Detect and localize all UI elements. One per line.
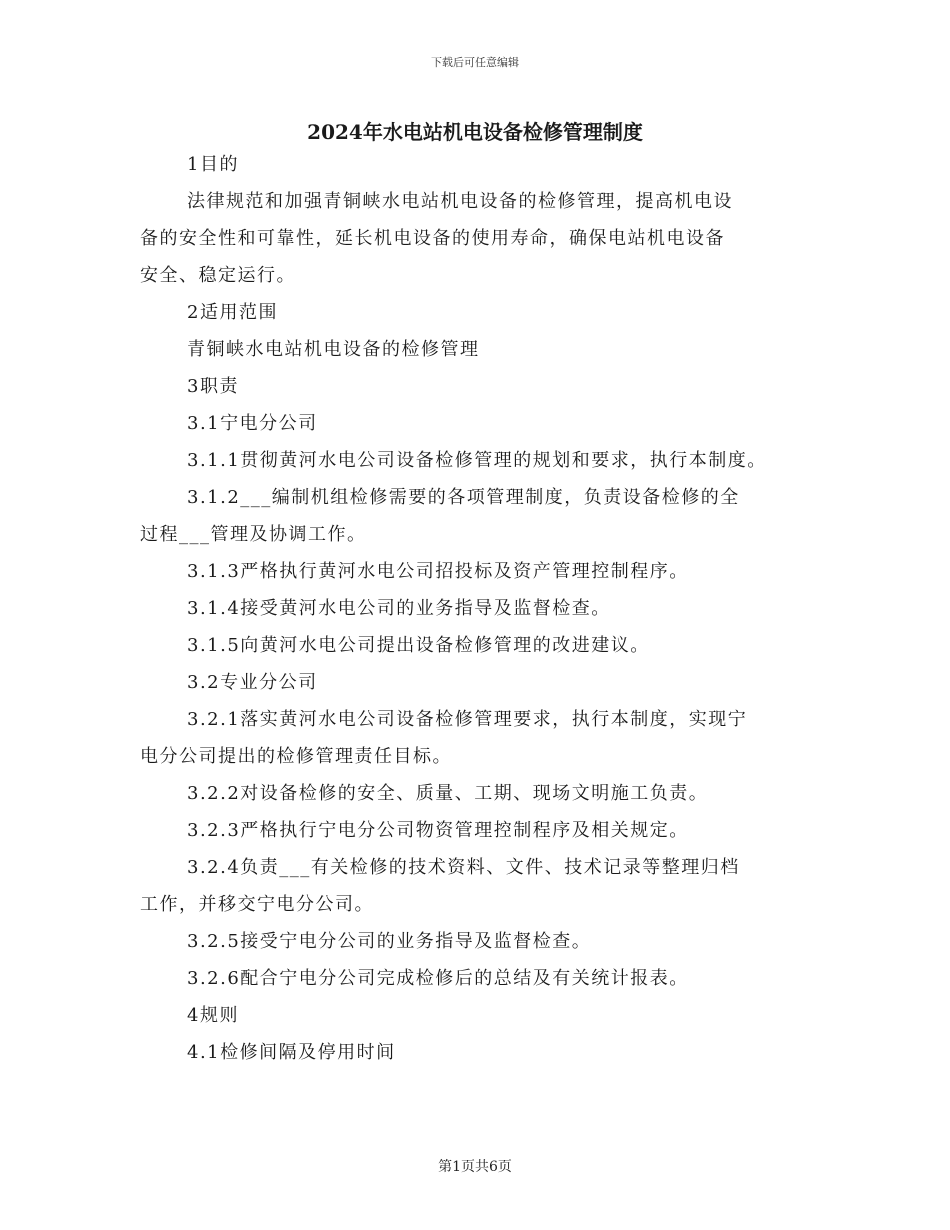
paragraph-line: 青铜峡水电站机电设备的检修管理 <box>187 339 480 360</box>
section-heading: 3职责 <box>187 376 239 397</box>
paragraph-line: 3.2.5接受宁电分公司的业务指导及监督检查。 <box>187 931 592 952</box>
paragraph-line: 3.2.3严格执行宁电分公司物资管理控制程序及相关规定。 <box>187 820 689 841</box>
paragraph-line: 3.1.3严格执行黄河水电公司招投标及资产管理控制程序。 <box>187 561 689 582</box>
page-number: 第1页共6页 <box>438 1159 512 1175</box>
paragraph-line: 工作，并移交宁电分公司。 <box>140 894 374 915</box>
subsection-heading: 3.1宁电分公司 <box>187 413 318 434</box>
paragraph-line: 3.2.1落实黄河水电公司设备检修管理要求，执行本制度，实现宁 <box>187 709 748 730</box>
section-heading: 4规则 <box>187 1005 239 1026</box>
paragraph-line: 3.2.6配合宁电分公司完成检修后的总结及有关统计报表。 <box>187 968 689 989</box>
subsection-heading: 4.1检修间隔及停用时间 <box>187 1042 396 1063</box>
paragraph-line: 3.2.2对设备检修的安全、质量、工期、现场文明施工负责。 <box>187 783 709 804</box>
paragraph-line: 3.1.2___编制机组检修需要的各项管理制度，负责设备检修的全 <box>187 487 740 508</box>
header-note: 下载后可任意编辑 <box>431 56 519 69</box>
paragraph-line: 3.2.4负责___有关检修的技术资料、文件、技术记录等整理归档 <box>187 857 740 878</box>
paragraph-line: 3.1.1贯彻黄河水电公司设备检修管理的规划和要求，执行本制度。 <box>187 450 767 471</box>
paragraph-line: 过程___管理及协调工作。 <box>140 524 367 545</box>
section-heading: 1目的 <box>187 154 239 175</box>
paragraph-line: 3.1.5向黄河水电公司提出设备检修管理的改进建议。 <box>187 635 650 656</box>
subsection-heading: 3.2专业分公司 <box>187 672 318 693</box>
paragraph-line: 电分公司提出的检修管理责任目标。 <box>140 746 452 767</box>
section-heading: 2适用范围 <box>187 302 278 323</box>
paragraph-line: 备的安全性和可靠性，延长机电设备的使用寿命，确保电站机电设备 <box>140 228 725 249</box>
paragraph-line: 安全、稳定运行。 <box>140 265 296 286</box>
document-body <box>140 146 830 1071</box>
paragraph-line: 法律规范和加强青铜峡水电站机电设备的检修管理，提高机电设 <box>187 191 733 212</box>
paragraph-line: 3.1.4接受黄河水电公司的业务指导及监督检查。 <box>187 598 611 619</box>
document-title: 2024年水电站机电设备检修管理制度 <box>307 120 643 144</box>
